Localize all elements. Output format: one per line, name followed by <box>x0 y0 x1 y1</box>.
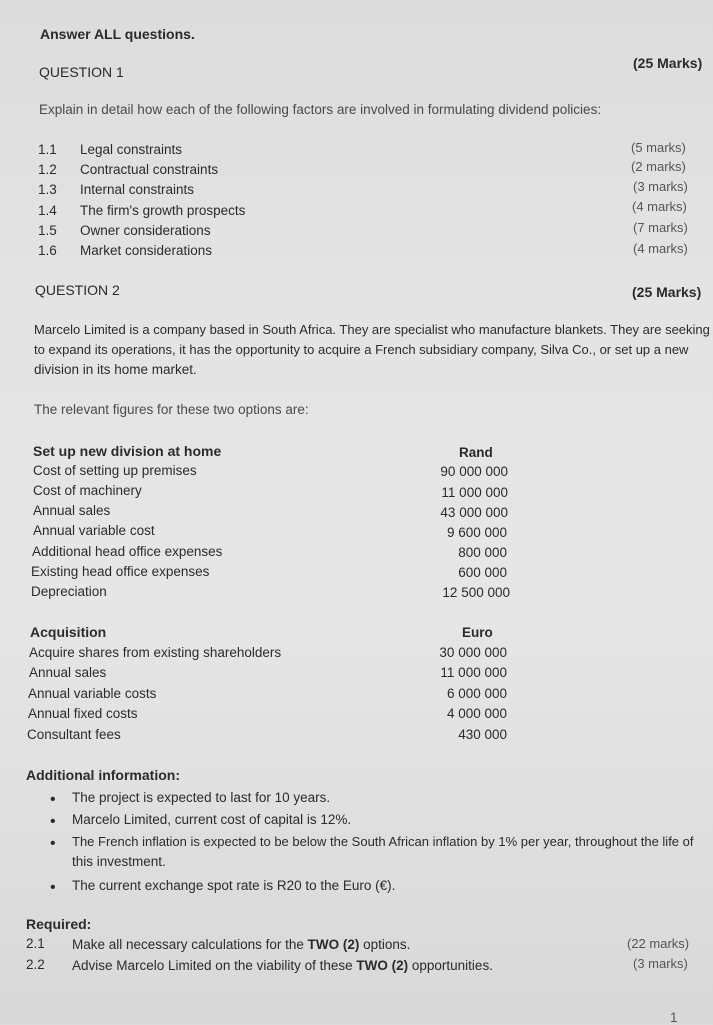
acquisition-row-value: 6 000 000 <box>446 686 507 701</box>
home-row-value: 12 500 000 <box>442 585 510 600</box>
bullet-dot: • <box>50 791 56 808</box>
required-heading: Required: <box>26 916 92 932</box>
acquisition-row-label: Annual variable costs <box>28 686 157 701</box>
home-row-value: 9 600 000 <box>446 525 507 540</box>
home-row-value: 11 000 000 <box>441 485 508 500</box>
q1-item-marks: (7 marks) <box>633 220 688 235</box>
acquisition-row-label: Annual sales <box>29 665 107 680</box>
required-item-num: 2.1 <box>26 936 45 951</box>
bullet-text: Marcelo Limited, current cost of capital is 12%. <box>72 812 352 827</box>
instruction-text: Answer ALL questions. <box>40 26 195 42</box>
q2-intro-line: division in its home market. <box>34 362 197 377</box>
bullet-text-continuation: this investment. <box>72 854 166 869</box>
q1-item-num: 1.1 <box>38 142 57 157</box>
home-row-value: 90 000 000 <box>440 464 508 479</box>
q1-item-text: The firm's growth prospects <box>80 203 246 218</box>
bullet-dot: • <box>50 813 56 830</box>
q1-item-num: 1.5 <box>38 223 57 238</box>
q1-item-num: 1.4 <box>38 203 57 218</box>
figures-intro: The relevant figures for these two options are: <box>34 402 309 417</box>
home-row-value: 800 000 <box>458 545 507 560</box>
home-row-label: Cost of machinery <box>33 483 142 498</box>
bullet-text: The French inflation is expected to be below the South African inflation by 1% per year, throughout the life of <box>72 834 694 849</box>
bullet-dot: • <box>50 835 56 852</box>
bullet-text: The current exchange spot rate is R20 to the Euro (€). <box>72 878 396 893</box>
q1-item-marks: (4 marks) <box>632 199 687 214</box>
q1-title: QUESTION 1 <box>39 64 124 80</box>
home-row-label: Annual sales <box>33 503 111 518</box>
q2-marks: (25 Marks) <box>632 284 702 300</box>
q2-intro-line: Marcelo Limited is a company based in South Africa. They are specialist who manufacture blankets. They are seeking <box>34 322 710 337</box>
home-heading: Set up new division at home <box>33 443 222 459</box>
acquisition-heading: Acquisition <box>30 624 107 640</box>
bullet-text: The project is expected to last for 10 years. <box>72 790 331 805</box>
home-row-label: Depreciation <box>31 584 107 599</box>
home-row-label: Existing head office expenses <box>31 564 210 579</box>
q1-item-text: Market considerations <box>80 243 213 258</box>
acquisition-row-label: Consultant fees <box>27 727 121 742</box>
home-row-label: Annual variable cost <box>33 523 155 538</box>
q1-item-text: Contractual constraints <box>80 162 219 177</box>
q1-item-num: 1.2 <box>38 162 57 177</box>
acquisition-currency: Euro <box>462 625 493 640</box>
home-row-label: Cost of setting up premises <box>33 463 197 478</box>
required-item-num: 2.2 <box>26 957 45 972</box>
q1-item-text: Owner considerations <box>80 223 211 238</box>
page-number: 1 <box>670 1010 678 1025</box>
q1-item-marks: (5 marks) <box>631 140 686 155</box>
q1-item-text: Internal constraints <box>80 182 195 197</box>
q1-item-marks: (4 marks) <box>633 241 688 256</box>
required-item-text: Advise Marcelo Limited on the viability of these TWO (2) opportunities. <box>72 958 493 973</box>
additional-heading: Additional information: <box>26 767 180 783</box>
bullet-dot: • <box>50 879 56 896</box>
required-item-marks: (22 marks) <box>627 936 690 951</box>
acquisition-row-value: 4 000 000 <box>446 706 507 721</box>
acquisition-row-value: 11 000 000 <box>440 665 507 680</box>
q1-intro: Explain in detail how each of the following factors are involved in formulating dividend policies: <box>39 102 602 117</box>
home-currency: Rand <box>459 445 493 460</box>
q1-item-num: 1.3 <box>38 182 57 197</box>
required-item-text: Make all necessary calculations for the TWO (2) options. <box>72 937 411 952</box>
q2-title: QUESTION 2 <box>35 282 120 298</box>
acquisition-row-value: 30 000 000 <box>439 645 507 660</box>
home-row-value: 600 000 <box>458 565 507 580</box>
acquisition-row-value: 430 000 <box>458 727 507 742</box>
q1-item-text: Legal constraints <box>80 142 183 157</box>
q1-marks: (25 Marks) <box>633 55 703 71</box>
q1-item-marks: (2 marks) <box>631 159 686 174</box>
required-item-marks: (3 marks) <box>633 956 688 971</box>
q1-item-marks: (3 marks) <box>633 179 688 194</box>
home-row-label: Additional head office expenses <box>32 544 223 559</box>
home-row-value: 43 000 000 <box>440 505 508 520</box>
q2-intro-line: to expand its operations, it has the opportunity to acquire a French subsidiary company, Silva Co., or set up a new <box>34 342 689 357</box>
acquisition-row-label: Annual fixed costs <box>28 706 138 721</box>
q1-item-num: 1.6 <box>38 243 57 258</box>
acquisition-row-label: Acquire shares from existing shareholders <box>29 645 282 660</box>
